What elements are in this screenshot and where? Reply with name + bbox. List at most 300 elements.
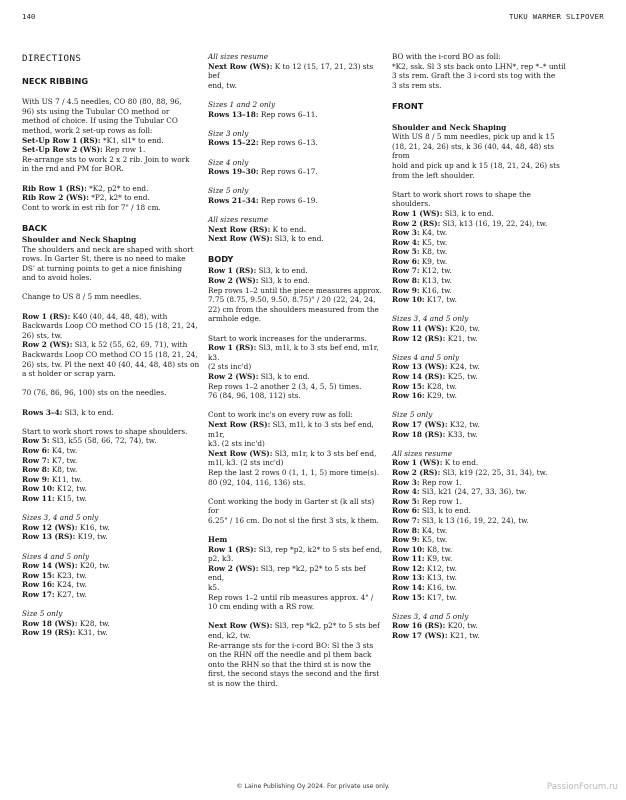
size-note — [392, 449, 570, 459]
row-label: Row 7: — [22, 455, 50, 465]
row-text: K13, tw. — [419, 276, 452, 286]
page-header — [22, 12, 604, 24]
instruction-row — [22, 465, 200, 475]
row-text: Sl3, k55 (58, 66, 72, 74), tw. — [49, 436, 157, 446]
row-label: Row 15: — [392, 381, 425, 391]
row-label: Row 12 (RS): — [392, 333, 446, 343]
text-line: 96) sts using the Tubular CO method or — [22, 106, 170, 116]
row-text: Rep rows 6–11. — [258, 109, 318, 119]
copyright-footer: © Laine Publishing Oy 2024. For private use only. — [236, 783, 390, 790]
instruction-row — [392, 238, 570, 248]
instruction-row — [208, 266, 384, 276]
row-text: K24, tw. — [54, 580, 87, 590]
row-text: K32, tw. — [447, 419, 480, 429]
size-label: Size 5 only — [22, 609, 63, 619]
instruction-row — [208, 449, 384, 459]
size-note — [392, 353, 570, 363]
size-label: All sizes resume — [208, 215, 269, 225]
row-label: Row 4: — [392, 237, 420, 247]
text-line: *K2, ssk. Sl 3 sts back onto LHN*, rep *–* until — [392, 61, 566, 71]
text-line: rows. In Garter St, there is no need to make — [22, 254, 186, 264]
row-label: Row 17 (WS): — [392, 631, 448, 641]
row-text: K5, tw. — [419, 237, 448, 247]
text-line: (2 sts inc'd) — [208, 362, 252, 372]
instruction-row — [392, 420, 570, 430]
row-label: Row 2 (RS): — [392, 218, 441, 228]
row-text: Sl3, k to end. — [258, 276, 310, 286]
instruction-row — [392, 209, 570, 219]
row-label: Row 13 (WS): — [392, 362, 448, 372]
row-label: Rows 21–34: — [208, 195, 259, 205]
row-text: Rep rows 6–13. — [258, 138, 318, 148]
row-text: Sl3, k 52 (55, 62, 69, 71), with — [72, 340, 188, 350]
text-line: method, work 2 set-up rows as foll: — [22, 125, 153, 135]
instruction-row — [392, 324, 570, 334]
size-label: Sizes 4 and 5 only — [22, 551, 90, 561]
row-text: Rep rows 6–17. — [258, 167, 318, 177]
size-label: Size 4 only — [208, 157, 249, 167]
text-line: Backwards Loop CO method CO 15 (18, 21, 24, — [22, 321, 198, 331]
column-2 — [208, 52, 384, 689]
text-line: Cont to work in est rib for 7" / 18 cm. — [22, 202, 161, 212]
text-line: Rep the last 2 rows 0 (1, 1, 1, 5) more time(s). — [208, 467, 380, 477]
row-text: K21, tw. — [445, 333, 478, 343]
row-text: K20, tw. — [445, 621, 478, 631]
size-note — [208, 186, 384, 196]
row-label: Set-Up Row 2 (WS): — [22, 145, 103, 155]
row-label: Row 1 (RS): — [208, 544, 257, 554]
row-label: Rows 19–30: — [208, 167, 259, 177]
row-label: Row 9: — [392, 535, 420, 545]
instruction-row — [22, 312, 200, 322]
row-list — [22, 436, 200, 503]
row-text: Sl3, k21 (24, 27, 33, 36), tw. — [419, 487, 527, 497]
text-line: With US 7 / 4.5 needles, CO 80 (80, 88, 96, — [22, 97, 182, 107]
instruction-row — [22, 523, 200, 533]
row-text: Sl3, k to end. — [256, 266, 308, 276]
row-label: Row 12 (WS): — [22, 522, 78, 532]
section-body: BODY — [208, 254, 234, 265]
row-list — [392, 362, 570, 400]
row-text: K17, tw. — [424, 592, 457, 602]
row-label: Rib Row 2 (WS): — [22, 193, 89, 203]
text-line: onto the RHN so that the third st is now the — [208, 659, 371, 669]
row-label: Row 8: — [392, 276, 420, 286]
instruction-row — [208, 167, 384, 177]
row-label: Row 9: — [392, 285, 420, 295]
row-label: Row 11 (WS): — [392, 324, 448, 334]
instruction-row — [208, 372, 384, 382]
instruction-row — [392, 526, 570, 536]
instruction-row — [392, 564, 570, 574]
text-line: Re-arrange sts for the i-cord BO: Sl the 3 sts — [208, 640, 374, 650]
row-text: K to end. — [270, 224, 307, 234]
row-label: Row 14 (RS): — [392, 372, 446, 381]
instruction-row — [392, 430, 570, 440]
row-text: K11, tw. — [49, 474, 82, 484]
size-label: Sizes 1 and 2 only — [208, 99, 276, 109]
row-label: Row 6: — [22, 445, 50, 455]
size-label: All sizes resume — [392, 448, 453, 458]
row-label: Row 14: — [392, 583, 425, 593]
text-line: 26) sts, tw. — [22, 330, 63, 340]
instruction-row — [392, 478, 570, 488]
size-label: Sizes 3, 4 and 5 only — [392, 611, 469, 621]
row-text: Sl3, k 13 (16, 19, 22, 24), tw. — [419, 515, 529, 525]
row-label: Row 15: — [392, 592, 425, 602]
instruction-row — [392, 228, 570, 238]
text-line: Start to work short rows to shape shoulders. — [22, 426, 188, 436]
row-label: Row 8: — [22, 465, 50, 475]
text-line: k5. — [208, 583, 220, 593]
row-text: K16, tw. — [77, 522, 110, 532]
instruction-row — [208, 276, 384, 286]
text-line: method of choice. If using the Tubular CO — [22, 116, 178, 126]
row-text: K31, tw. — [75, 628, 108, 638]
instruction-row — [392, 468, 570, 478]
instruction-row — [392, 276, 570, 286]
row-text: Sl3, m1l, k to 3 sts bef end, m1r, k3. — [208, 343, 379, 362]
size-note — [208, 52, 384, 62]
instruction-row — [392, 391, 570, 401]
row-text: Sl3, k19 (22, 25, 31, 34), tw. — [440, 467, 548, 477]
instruction-row — [392, 487, 570, 497]
subsection-shoulder: Shoulder and Neck Shaping — [22, 234, 137, 244]
row-label: Row 2 (WS): — [208, 276, 259, 286]
row-label: Row 12: — [392, 563, 425, 573]
row-label: Row 16: — [392, 391, 425, 401]
size-note — [392, 314, 570, 324]
instruction-row — [392, 554, 570, 564]
row-label: Row 11: — [392, 554, 425, 564]
row-text: Sl3, m1r, k to 3 sts bef end, — [272, 448, 377, 458]
text-line: m1l, k3. (2 sts inc'd) — [208, 458, 284, 468]
row-text: Sl3, rep *k2, p2* to 5 sts bef — [272, 621, 380, 631]
row-label: Row 17 (WS): — [392, 419, 448, 429]
instruction-row — [208, 621, 384, 631]
row-text: K to 12 (15, 17, 21, 23) sts bef — [208, 61, 374, 81]
row-text: Rep row 1. — [102, 145, 146, 155]
row-label: Row 1 (RS): — [22, 311, 71, 321]
instruction-row — [22, 619, 200, 629]
text-line: Rep rows 1–2 another 2 (3, 4, 5, 5) times. — [208, 381, 362, 391]
text-line: first, the second stays the second and the first — [208, 669, 380, 679]
row-label: Row 14 (WS): — [22, 561, 78, 571]
text-line: Backwards Loop CO method CO 15 (18, 21, 24, — [22, 350, 198, 360]
text-line: 3 sts rem. Graft the 3 i-cord sts tog with the — [392, 71, 556, 81]
text-line: 80 (92, 104, 116, 136) sts. — [208, 477, 306, 487]
row-list — [22, 619, 200, 638]
size-label: Size 5 only — [208, 186, 249, 196]
text-line: Cont to work inc's on every row as foll: — [208, 410, 353, 420]
row-text: Rep row 1. — [419, 496, 463, 506]
instruction-row — [22, 340, 200, 350]
text-line: 22) cm from the shoulders measured from the — [208, 304, 379, 314]
size-note — [22, 552, 200, 562]
instruction-row — [22, 494, 200, 504]
row-text: K9, tw. — [419, 256, 448, 266]
section-neck-ribbing: NECK RIBBING — [22, 75, 89, 86]
row-list — [392, 420, 570, 439]
text-line: a st holder or scrap yarn. — [22, 369, 116, 379]
row-text: K8, tw. — [424, 544, 453, 554]
text-line: BO with the i-cord BO as foll: — [392, 52, 501, 61]
row-label: Next Row (WS): — [208, 234, 273, 244]
subsection-shoulder: Shoulder and Neck Shaping — [392, 122, 507, 132]
row-text: K8, tw. — [419, 247, 448, 257]
instruction-row — [392, 535, 570, 545]
instruction-row — [392, 506, 570, 516]
row-list — [392, 621, 570, 640]
row-text: K27, tw. — [54, 589, 87, 599]
instruction-row — [22, 532, 200, 542]
row-text: K28, tw. — [424, 381, 457, 391]
instruction-row — [392, 257, 570, 267]
row-label: Set-Up Row 1 (RS): — [22, 135, 101, 145]
row-text: K24, tw. — [447, 362, 480, 372]
row-label: Rows 13–18: — [208, 109, 259, 119]
instruction-row — [22, 571, 200, 581]
size-note — [392, 410, 570, 420]
row-label: Row 2 (RS): — [392, 467, 441, 477]
row-text: K4, tw. — [49, 445, 78, 455]
row-text: K19, tw. — [75, 532, 108, 542]
row-list — [22, 523, 200, 542]
text-line: end, tw. — [208, 80, 237, 90]
row-label: Row 7: — [392, 515, 420, 525]
text-line: 10 cm ending with a RS row. — [208, 602, 315, 612]
row-text: K40 (40, 44, 48, 48), with — [70, 311, 168, 321]
text-line: Start to work increases for the underarms. — [208, 333, 367, 343]
text-line: k3. (2 sts inc'd) — [208, 439, 265, 449]
instruction-row — [392, 372, 570, 382]
instruction-row — [208, 234, 384, 244]
row-list — [392, 324, 570, 343]
size-label: Sizes 4 and 5 only — [392, 352, 460, 362]
instruction-row — [392, 573, 570, 583]
row-text: K12, tw. — [419, 266, 452, 276]
row-label: Row 16: — [22, 580, 55, 590]
row-label: Row 1 (RS): — [208, 266, 257, 276]
row-label: Row 5: — [392, 247, 420, 257]
instruction-row — [392, 247, 570, 257]
instruction-row — [392, 295, 570, 305]
row-label: Row 1 (RS): — [208, 343, 257, 353]
column-3 — [392, 52, 570, 641]
size-note — [392, 612, 570, 622]
row-label: Row 15: — [22, 570, 55, 580]
instruction-row — [22, 561, 200, 571]
text-line: Rep rows 1–2 until rib measures approx. 4" / — [208, 592, 374, 602]
row-label: Row 7: — [392, 266, 420, 276]
row-text: K17, tw. — [424, 295, 457, 305]
text-line: shoulders. — [392, 199, 431, 209]
instruction-row — [22, 145, 200, 155]
text-line: Rep rows 1–2 until the piece measures approx. — [208, 285, 382, 295]
row-text: K9, tw. — [424, 554, 453, 564]
size-label: Sizes 3, 4 and 5 only — [22, 513, 99, 523]
instruction-row — [208, 545, 384, 555]
instruction-row — [392, 266, 570, 276]
row-label: Rows 15–22: — [208, 138, 259, 148]
size-label: Sizes 3, 4 and 5 only — [392, 314, 469, 324]
row-text: K23, tw. — [54, 570, 87, 580]
text-line: 6.25" / 16 cm. Do not sl the first 3 sts, k them. — [208, 515, 379, 525]
row-text: Sl3, rep *k2, p2* to 5 sts bef end, — [208, 563, 366, 583]
instruction-row — [392, 334, 570, 344]
instruction-row — [22, 193, 200, 203]
row-label: Row 2 (WS): — [22, 340, 73, 350]
row-label: Row 1 (WS): — [392, 458, 443, 468]
text-line: in the rnd and PM for BOR. — [22, 164, 124, 174]
size-note — [208, 100, 384, 110]
row-label: Row 11: — [22, 493, 55, 503]
row-text: K15, tw. — [54, 493, 87, 503]
row-label: Next Row (RS): — [208, 224, 271, 234]
row-list — [22, 561, 200, 599]
row-text: K7, tw. — [49, 455, 78, 465]
row-text: K12, tw. — [424, 563, 457, 573]
row-label: Next Row (WS): — [208, 621, 273, 631]
text-line: and to avoid holes. — [22, 273, 92, 283]
row-label: Row 19 (RS): — [22, 628, 76, 638]
text-line: on the RHN off the needle and pl them back — [208, 650, 372, 660]
text-line: 76 (84, 96, 108, 112) sts. — [208, 391, 301, 401]
instruction-row — [392, 631, 570, 641]
size-note — [22, 513, 200, 523]
subsection-hem: Hem — [208, 535, 228, 545]
row-text: *K2, p2* to end. — [86, 183, 149, 193]
row-label: Row 2 (WS): — [208, 563, 259, 573]
row-label: Row 18 (WS): — [22, 618, 78, 628]
row-text: Sl3, rep *p2, k2* to 5 sts bef end, — [256, 544, 383, 554]
instruction-row — [22, 580, 200, 590]
watermark: PassionForum.ru — [546, 782, 618, 792]
instruction-row — [208, 196, 384, 206]
page-number: 140 — [22, 12, 36, 21]
instruction-row — [208, 62, 384, 81]
instruction-row — [208, 225, 384, 235]
row-text: Sl3, k to end. — [62, 407, 114, 417]
size-note — [22, 609, 200, 619]
row-text: K16, tw. — [419, 285, 452, 295]
instruction-row — [22, 136, 200, 146]
instruction-row — [22, 590, 200, 600]
row-label: Row 13: — [392, 573, 425, 583]
row-label: Row 6: — [392, 256, 420, 266]
row-text: Sl3, k to end. — [258, 372, 310, 381]
instruction-row — [22, 484, 200, 494]
instruction-row — [22, 408, 200, 418]
instruction-row — [392, 382, 570, 392]
row-text: Sl3, k to end. — [419, 506, 471, 516]
text-line: hold and pick up and k 15 (18, 21, 24, 26) sts — [392, 160, 560, 170]
row-label: Row 5: — [22, 436, 50, 446]
row-label: Next Row (RS): — [208, 419, 271, 429]
instruction-row — [208, 343, 384, 362]
instruction-row — [22, 184, 200, 194]
row-label: Row 1 (WS): — [392, 208, 443, 218]
row-text: Rep rows 6–19. — [258, 195, 318, 205]
instruction-row — [392, 286, 570, 296]
size-note — [208, 129, 384, 139]
text-line: Re-arrange sts to work 2 x 2 rib. Join to work — [22, 154, 190, 164]
text-line: armhole edge. — [208, 314, 262, 324]
directions-title: DIRECTIONS — [22, 53, 82, 64]
row-label: Rows 3–4: — [22, 407, 63, 417]
instruction-row — [208, 420, 384, 439]
row-text: Rep row 1. — [419, 477, 463, 487]
size-label: Size 5 only — [392, 410, 433, 420]
row-text: Sl3, k to end. — [442, 208, 494, 218]
instruction-row — [22, 446, 200, 456]
row-text: K25, tw. — [445, 372, 478, 381]
row-text: K20, tw. — [77, 561, 110, 571]
text-line: 26) sts, tw. Pl the next 40 (40, 44, 48, 48) sts on — [22, 359, 200, 369]
row-label: Row 10: — [22, 484, 55, 494]
row-text: Sl3, m1l, k to 3 sts bef end, m1r, — [208, 419, 374, 439]
text-line: 70 (76, 86, 96, 100) sts on the needles. — [22, 388, 167, 398]
size-label: Size 3 only — [208, 128, 249, 138]
instruction-row — [208, 138, 384, 148]
row-label: Row 4: — [392, 487, 420, 497]
instruction-row — [392, 621, 570, 631]
text-line: 7.75 (8.75, 9.50, 9.50, 8.75)" / 20 (22, 24, 24, — [208, 295, 376, 305]
row-list — [392, 209, 570, 305]
row-list — [392, 458, 570, 602]
row-text: K4, tw. — [419, 525, 448, 535]
row-label: Row 17: — [22, 589, 55, 599]
text-line: The shoulders and neck are shaped with short — [22, 244, 194, 254]
instruction-row — [22, 628, 200, 638]
row-label: Row 5: — [392, 496, 420, 506]
row-label: Row 9: — [22, 474, 50, 484]
row-label: Row 3: — [392, 228, 420, 238]
row-label: Rib Row 1 (RS): — [22, 183, 87, 193]
instruction-row — [392, 545, 570, 555]
size-label: All sizes resume — [208, 52, 269, 61]
row-text: *K1, sl1* to end. — [100, 135, 164, 145]
row-text: Sl3, k to end. — [272, 234, 324, 244]
text-line: end, k2, tw. — [208, 631, 251, 641]
section-back: BACK — [22, 222, 47, 233]
row-label: Row 10: — [392, 295, 425, 305]
row-text: K to end. — [442, 458, 479, 468]
size-note — [208, 158, 384, 168]
row-text: K13, tw. — [424, 573, 457, 583]
text-line: DS' at turning points to get a nice finishing — [22, 263, 183, 273]
row-text: K16, tw. — [424, 583, 457, 593]
row-label: Row 13 (RS): — [22, 532, 76, 542]
instruction-row — [208, 564, 384, 583]
running-head: TUKU WARMER SLIPOVER — [509, 12, 604, 21]
row-label: Row 10: — [392, 544, 425, 554]
instruction-row — [22, 456, 200, 466]
row-text: K5, tw. — [419, 535, 448, 545]
text-line: Cont working the body in Garter st (k all sts) for — [208, 496, 375, 516]
instruction-row — [22, 475, 200, 485]
text-line: (18, 21, 24, 26) sts, k 36 (40, 44, 48, 48) sts from — [392, 141, 554, 161]
instruction-row — [392, 497, 570, 507]
row-text: K4, tw. — [419, 228, 448, 238]
row-label: Next Row (WS): — [208, 61, 273, 71]
text-line: Change to US 8 / 5 mm needles. — [22, 292, 142, 302]
instruction-row — [392, 219, 570, 229]
neck-ribbing-intro — [22, 97, 200, 135]
instruction-row — [208, 110, 384, 120]
row-text: K21, tw. — [447, 631, 480, 641]
section-front: FRONT — [392, 100, 424, 111]
